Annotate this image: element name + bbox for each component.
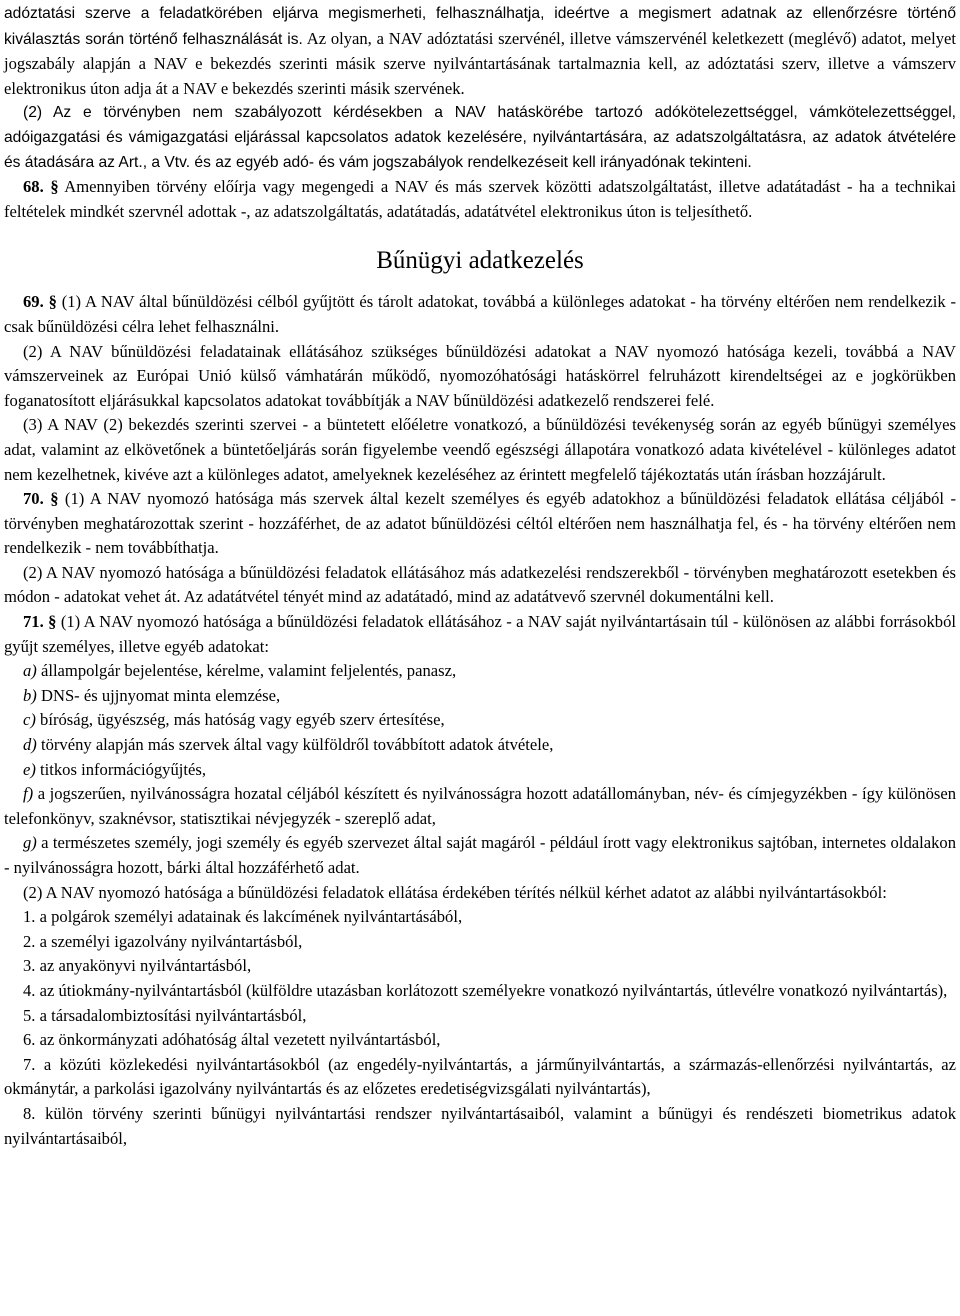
item-text: a természetes személy, jogi személy és egyéb szervezet által saját magáról - például írott vagy elektronikus sajtóban, internetes oldalakon - nyilvánosságra hozott, bárki által hozzáférhető adat. — [4, 833, 956, 877]
numbered-item: 1. a polgárok személyi adatainak és lakcímének nyilvántartásából, — [23, 907, 463, 927]
numbered-item: 8. külön törvény szerinti bűnügyi nyilvántartási rendszer nyilvántartásaiból, valamint a bűnügyi és rendészeti biometrikus adatok nyilvántartásaiból, — [4, 1103, 956, 1148]
item-letter: b) — [23, 685, 37, 705]
section-number: 68. — [23, 177, 44, 197]
paragraph — [4, 1, 956, 101]
numbered-item: 7. a közúti közlekedési nyilvántartásokból (az engedély-nyilvántartás, a járműnyilvántartás, a származás-ellenőrzési nyilvántartás, az okmánytár, a parkolási igazolvány nyilvántartás és az előzetes eredetiségvizsgálati nyilvántartás), — [4, 1054, 956, 1099]
numbered-item: 5. a társadalombiztosítási nyilvántartásból, — [23, 1005, 307, 1025]
section-heading: Bűnügyi adatkezelés — [376, 247, 584, 275]
item-letter: e) — [23, 759, 36, 779]
section-number: 69. — [23, 292, 44, 312]
section-text: (1) A NAV nyomozó hatósága más szervek által kezelt személyes és egyéb adatokhoz a bűnüldözési feladatok ellátása céljából - törvényben meghatározottak szerint - hozzáférhet, de az adatot bűnüldözési céltól eltérően nem használhatja fel, és - ha törvény eltérően nem rendelkezik - nem továbbíthatja. — [4, 489, 956, 558]
section-text: (1) A NAV nyomozó hatósága a bűnüldözési feladatok ellátásához - a NAV saját nyilvántartásain túl - különösen az alábbi forrásokból gyűjt személyes, illetve egyéb adatokat: — [4, 612, 956, 656]
paragraph: (2) A NAV bűnüldözési feladatainak ellátásához szükséges bűnüldözési adatokat a NAV nyomozó hatósága kezeli, továbbá a NAV vámszerveinek az Európai Unió külső vámhatárán működő, nyomozóhatósági hatáskörrel felruházott kirendeltségei az e jogkörükben foganatosított eljárásukkal kapcsolatos adatokat továbbítják a NAV bűnüldözési adatkezelő rendszerei felé. — [4, 341, 956, 410]
item-text: DNS- és ujjnyomat minta elemzése, — [36, 685, 281, 705]
item-text: a jogszerűen, nyilvánosságra hozatal céljából készített és nyilvánosságra hozott adatállományban, név- és címjegyzékben - így különösen telefonkönyv, szaknévsor, statisztikai névjegyzék - szereplő adat, — [4, 784, 956, 828]
section-71 — [4, 610, 956, 659]
item-letter: c) — [23, 710, 36, 730]
paragraph-text: Az olyan, a NAV adóztatási szervénél, illetve vámszervénél keletkezett (meglévő) adatot, melyet jogszabály alapján a NAV e bekezdés szerinti másik szerve nyilvántartásának tartalmaznia kell, az adóztatási szerv, illetve a vámszerv elektronikus úton adja át a NAV e bekezdés szerinti másik szervének. — [4, 28, 957, 98]
list-item — [4, 782, 956, 831]
item-text: törvény alapján más szervek által vagy külföldről továbbított adatok átvétele, — [36, 735, 554, 755]
section-mark: § — [50, 177, 59, 197]
item-text: titkos információgyűjtés, — [35, 759, 206, 779]
item-text: állampolgár bejelentése, kérelme, valamint feljelentés, panasz, — [36, 661, 457, 681]
numbered-item: 4. az útiokmány-nyilvántartásból (külföldre utazásban korlátozott személyekre vonatkozó nyilvántartás, útlevélre vonatkozó nyilvántartás), — [23, 980, 948, 1000]
item-letter: a) — [23, 661, 37, 681]
item-letter: g) — [23, 833, 37, 853]
list-item — [4, 708, 956, 733]
section-number: 71. — [23, 612, 44, 632]
section-mark: § — [48, 612, 57, 632]
paragraph: (2) Az e törvényben nem szabályozott kérdésekben a NAV hatáskörébe tartozó adókötelezettséggel, vámkötelezettséggel, adóigazgatási és vámigazgatási eljárással kapcsolatos adatok kezelésére, nyilvántartására, az adatszolgáltatásra, az adatok átvételére és átadására az Art., a Vtv. és az egyéb adó- és vám jogszabályok rendelkezéseit kell irányadónak tekinteni. — [4, 104, 956, 171]
section-mark: § — [48, 292, 57, 312]
paragraph: (2) A NAV nyomozó hatósága a bűnüldözési feladatok ellátása érdekében térítés nélkül kérhet adatot az alábbi nyilvántartásokból: — [23, 882, 887, 902]
list-item — [4, 659, 956, 684]
section-text: Amennyiben törvény előírja vagy megengedi a NAV és más szervek közötti adatszolgáltatást, illetve adatátadást - ha a technikai feltételek mindkét szervnél adottak -, az adatszolgáltatás, adatátadás, adatátvétel elektronikus úton is teljesíthető. — [4, 177, 957, 221]
section-70 — [4, 487, 956, 561]
section-68 — [4, 175, 956, 224]
section-number: 70. — [23, 489, 44, 509]
item-text: bíróság, ügyészség, más hatóság vagy egyéb szerv értesítése, — [35, 710, 445, 730]
paragraph: (2) A NAV nyomozó hatósága a bűnüldözési feladatok ellátásához más adatkezelési rendszerekből - törvényben meghatározott esetekben és módon - adatokat vehet át. Az adatátvétel tényét mind az adatátadó, mind az adatátvevő szervnél dokumentálni kell. — [4, 562, 956, 607]
list-item — [4, 831, 956, 880]
section-text: (1) A NAV által bűnüldözési célból gyűjtött és tárolt adatokat, továbbá a különleges adatokat - ha törvény eltérően nem rendelkezik - csak bűnüldözési célra lehet felhasználni. — [4, 292, 956, 336]
list-item — [4, 684, 956, 709]
numbered-item: 3. az anyakönyvi nyilvántartásból, — [23, 956, 252, 976]
paragraph: (3) A NAV (2) bekezdés szerinti szervei - a büntetett előéletre vonatkozó, a bűnüldözési tevékenység során az egyéb bűnügyi személyes adat, valamint az elkövetőnek a büntetőeljárás során figyelembe veendő egészségi állapotára vonatkozó adata kivételével - különleges adatot nem kezelhetnek, kivéve azt a különleges adatot, amelyeknek kezeléséhez az érintett megfelelő tájékoztatás után írásban hozzájárult. — [4, 415, 956, 484]
section-mark: § — [50, 489, 59, 509]
numbered-item: 6. az önkormányzati adóhatóság által vezetett nyilvántartásból, — [23, 1030, 441, 1050]
item-letter: f) — [23, 784, 34, 804]
paragraph-text: adóztatási szerve a feladatkörében eljárva megismerheti, felhasználhatja, ideértve a megismert adatnak az ellenőrzésre történő kiválasztás során történő felhasználását is. — [4, 5, 956, 48]
item-letter: d) — [23, 735, 37, 755]
list-item — [4, 758, 956, 783]
section-69 — [4, 290, 956, 339]
numbered-item: 2. a személyi igazolvány nyilvántartásból, — [23, 931, 303, 951]
list-item — [4, 733, 956, 758]
